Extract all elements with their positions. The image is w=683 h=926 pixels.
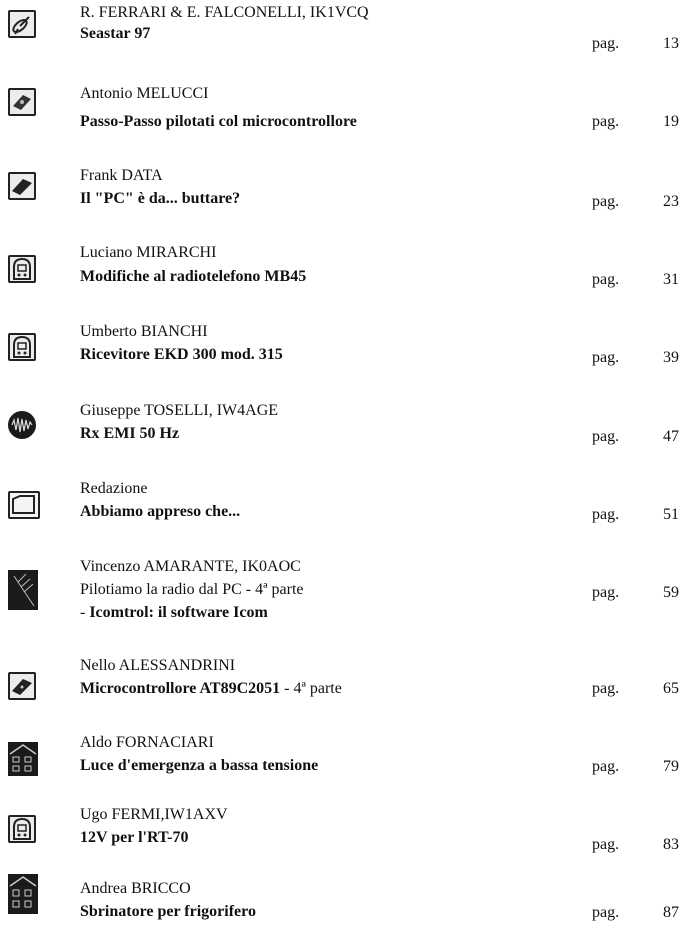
article-author: Antonio MELUCCI (80, 85, 209, 102)
article-author: Giuseppe TOSELLI, IW4AGE (80, 402, 279, 419)
article-author: Luciano MIRARCHI (80, 244, 217, 261)
page-label: pag. (592, 506, 620, 523)
page-label: pag. (592, 428, 620, 445)
vintage-radio-icon (8, 255, 36, 283)
article-title[interactable]: Modifiche al radiotelefono MB45 (80, 268, 307, 285)
article-author: Ugo FERMI,IW1AXV (80, 806, 228, 823)
antenna-icon (8, 570, 38, 610)
page-number: 23 (663, 193, 679, 210)
article-author: Redazione (80, 480, 148, 497)
page-label: pag. (592, 584, 620, 601)
chip-icon (8, 172, 36, 200)
article-author: R. FERRARI & E. FALCONELLI, IK1VCQ (80, 4, 369, 21)
page-label: pag. (592, 349, 620, 366)
article-subtitle: Pilotiamo la radio dal PC - 4ª parte (80, 581, 304, 598)
article-title[interactable] (80, 604, 268, 622)
satellite-dish-icon (8, 10, 36, 38)
page-number: 47 (663, 428, 679, 445)
page-number: 83 (663, 836, 679, 853)
page-label: pag. (592, 271, 620, 288)
article-title[interactable]: 12V per l'RT-70 (80, 829, 189, 846)
house-icon (8, 742, 38, 776)
vintage-radio-icon (8, 333, 36, 361)
article-author: Andrea BRICCO (80, 880, 191, 897)
page-label: pag. (592, 904, 620, 921)
article-title[interactable]: Sbrinatore per frigorifero (80, 903, 256, 920)
article-title[interactable]: Passo-Passo pilotati col microcontrollore (80, 113, 357, 130)
article-title[interactable]: Abbiamo appreso che... (80, 503, 241, 520)
article-title[interactable]: Seastar 97 (80, 25, 151, 42)
title-suffix: - 4ª parte (280, 680, 342, 697)
article-author: Vincenzo AMARANTE, IK0AOC (80, 558, 301, 575)
article-author: Nello ALESSANDRINI (80, 657, 236, 674)
article-title[interactable]: Il "PC" è da... buttare? (80, 190, 241, 207)
page-number: 13 (663, 35, 679, 52)
title-text: Microcontrollore AT89C2051 (80, 680, 281, 697)
title-prefix: - (80, 604, 90, 621)
folder-icon (8, 491, 40, 519)
page-label: pag. (592, 113, 620, 130)
oscilloscope-icon (8, 411, 36, 439)
title-text: Icomtrol: il software Icom (89, 604, 268, 621)
page-label: pag. (592, 193, 620, 210)
page-number: 87 (663, 904, 679, 921)
article-title[interactable]: Luce d'emergenza a bassa tensione (80, 757, 319, 774)
page-label: pag. (592, 35, 620, 52)
page-label: pag. (592, 680, 620, 697)
article-title[interactable] (80, 680, 342, 698)
article-author: Umberto BIANCHI (80, 323, 208, 340)
page-number: 65 (663, 680, 679, 697)
vintage-radio-icon (8, 815, 36, 843)
house-icon (8, 874, 38, 914)
page-number: 19 (663, 113, 679, 130)
page-label: pag. (592, 758, 620, 775)
page-label: pag. (592, 836, 620, 853)
chip-icon (8, 88, 36, 116)
article-title[interactable]: Ricevitore EKD 300 mod. 315 (80, 346, 283, 363)
article-title[interactable]: Rx EMI 50 Hz (80, 425, 180, 442)
chip-icon (8, 672, 36, 700)
page-number: 59 (663, 584, 679, 601)
article-author: Aldo FORNACIARI (80, 734, 214, 751)
page-number: 39 (663, 349, 679, 366)
page-number: 31 (663, 271, 679, 288)
page-number: 51 (663, 506, 679, 523)
article-author: Frank DATA (80, 167, 163, 184)
page-number: 79 (663, 758, 679, 775)
